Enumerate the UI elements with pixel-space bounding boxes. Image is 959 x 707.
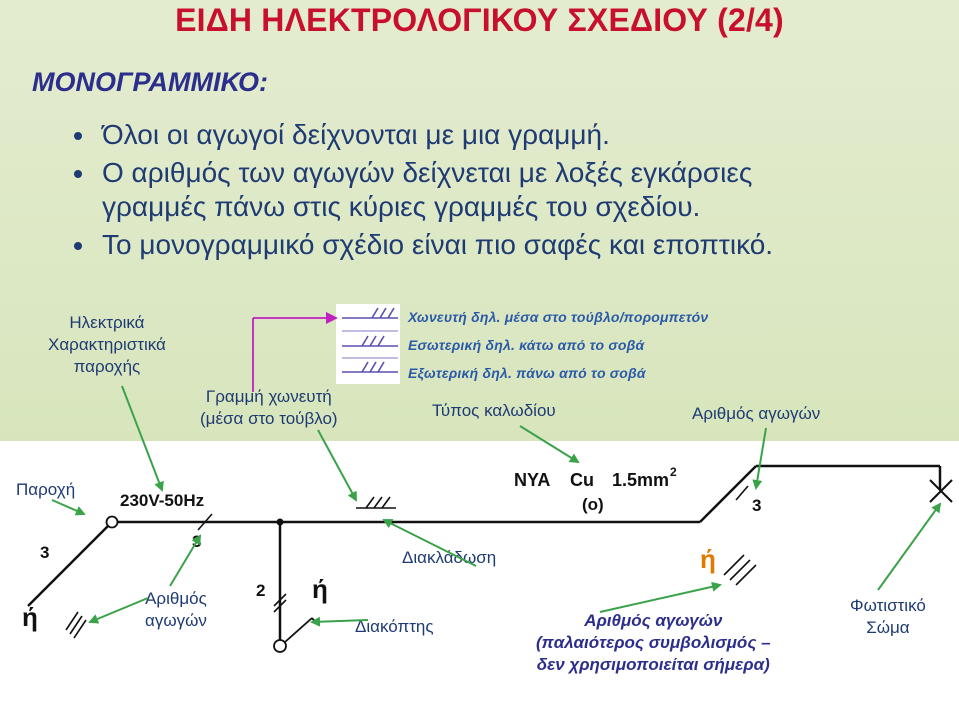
or-right-label: ή bbox=[700, 544, 716, 574]
old-symbol-slashes bbox=[724, 555, 756, 585]
or-left-label: ή bbox=[22, 602, 38, 632]
embedded-symbol-on-line bbox=[356, 497, 396, 508]
cable-type-label: Τύπος καλωδίου bbox=[432, 401, 556, 420]
section-subtitle: ΜΟΝΟΓΡΑΜΜΙΚΟ: bbox=[32, 67, 268, 97]
conductor-count-left-label: Αριθμός αγωγών bbox=[145, 589, 207, 630]
supply-label: Παροχή bbox=[16, 480, 76, 499]
or-mid-label: ή bbox=[312, 574, 328, 604]
bullet-item: Το μονογραμμικό σχέδιο είναι πιο σαφές και εποπτικό. bbox=[68, 228, 773, 262]
bullet-item: Ο αριθμός των αγωγών δείχνεται με λοξές εγκάρσιες bbox=[68, 156, 773, 190]
branch-node-icon bbox=[277, 519, 284, 526]
count-right-label: 3 bbox=[752, 496, 762, 515]
bullet-continuation: γραμμές πάνω στις κύριες γραμμές του σχεδίου. bbox=[102, 191, 701, 222]
embedded-line-connector bbox=[253, 318, 336, 392]
conductor-count-top-label: Αριθμός αγωγών bbox=[692, 404, 821, 423]
branch-label: Διακλάδωση bbox=[402, 548, 497, 567]
legend-internal-text: Εσωτερική δηλ. κάτω από το σοβά bbox=[408, 337, 645, 353]
count-left-low-label: 3 bbox=[40, 543, 50, 562]
old-symbolism-note: Αριθμός αγωγών (παλαιότερος συμβολισμός – δεν χρησιμοποιείται σήμερα) bbox=[536, 611, 771, 674]
supply-characteristics-label: Ηλεκτρικά Χαρακτηριστικά παροχής bbox=[48, 313, 166, 376]
switch-label: Διακόπτης bbox=[355, 617, 434, 636]
embedded-line-label: Γραμμή χωνευτή (μέσα στο τούβλο) bbox=[200, 387, 338, 428]
legend-embedded-text: Χωνευτή δηλ. μέσα στο τούβλο/πορομπετόν bbox=[408, 309, 709, 325]
bullet-item: Όλοι οι αγωγοί δείχνονται με μια γραμμή. bbox=[68, 118, 773, 152]
cable-section-label: 1.5mm bbox=[612, 470, 670, 490]
page-title: ΕΙΔΗ ΗΛΕΚΤΡΟΛΟΓΙΚΟΥ ΣΧΕΔΙΟΥ (2/4) bbox=[175, 2, 784, 38]
count-two-label: 2 bbox=[256, 581, 266, 600]
cable-material-label: Cu bbox=[570, 470, 594, 490]
legend-symbols bbox=[342, 308, 398, 372]
legend-external-text: Εξωτερική δηλ. πάνω από το σοβά bbox=[408, 365, 646, 381]
luminaire-label: Φωτιστικό Σώμα bbox=[850, 596, 926, 637]
cable-name-label: NYA bbox=[514, 470, 551, 490]
supply-node-icon bbox=[107, 517, 118, 528]
count-left-high-label: 3 bbox=[192, 532, 202, 551]
cable-section-sup: 2 bbox=[670, 465, 677, 479]
voltage-label: 230V-50Hz bbox=[120, 491, 205, 510]
cable-note-label: (o) bbox=[582, 495, 604, 514]
